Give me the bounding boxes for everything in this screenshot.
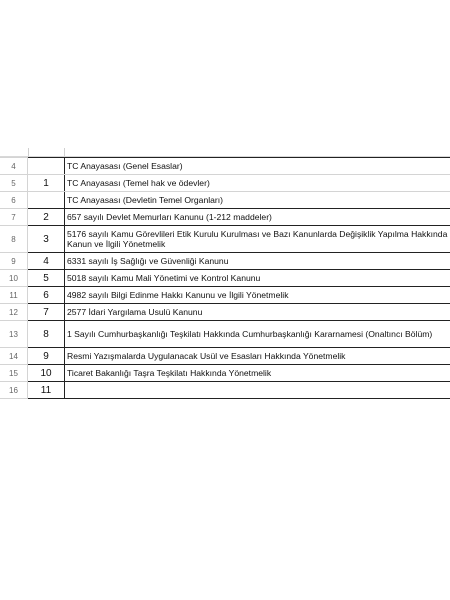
item-number-cell[interactable]: 10 (28, 365, 65, 382)
topic-cell[interactable]: Ticaret Bakanlığı Taşra Teşkilatı Hakkında Yönetmelik (65, 365, 450, 382)
row-header[interactable]: 16 (0, 382, 28, 399)
topic-cell[interactable]: TC Anayasası (Devletin Temel Organları) (65, 192, 450, 209)
item-number-cell[interactable] (28, 192, 65, 209)
item-number-cell[interactable]: 8 (28, 321, 65, 348)
row-header[interactable]: 7 (0, 209, 28, 226)
topic-cell[interactable]: 657 sayılı Devlet Memurları Kanunu (1-212 maddeler) (65, 209, 450, 226)
row-header[interactable]: 13 (0, 321, 28, 348)
item-number-cell[interactable]: 11 (28, 382, 65, 399)
table-row (0, 321, 450, 348)
row-header[interactable]: 10 (0, 270, 28, 287)
table-row (0, 270, 450, 287)
topic-cell[interactable] (65, 382, 450, 399)
table-row (0, 226, 450, 253)
row-header[interactable]: 14 (0, 348, 28, 365)
row-header[interactable]: 9 (0, 253, 28, 270)
row-header[interactable]: 5 (0, 175, 28, 192)
row-header[interactable]: 11 (0, 287, 28, 304)
item-number-cell[interactable]: 5 (28, 270, 65, 287)
item-number-cell[interactable]: 4 (28, 253, 65, 270)
item-number-cell[interactable]: 7 (28, 304, 65, 321)
table-row (0, 175, 450, 192)
topic-cell[interactable]: 4982 sayılı Bilgi Edinme Hakkı Kanunu ve İlgili Yönetmelik (65, 287, 450, 304)
topic-cell[interactable]: 5018 sayılı Kamu Mali Yönetimi ve Kontrol Kanunu (65, 270, 450, 287)
topic-cell[interactable]: 6331 sayılı İş Sağlığı ve Güvenliği Kanunu (65, 253, 450, 270)
topic-cell[interactable]: TC Anayasası (Genel Esaslar) (65, 158, 450, 175)
item-number-cell[interactable]: 3 (28, 226, 65, 253)
column-header-strip (0, 148, 450, 157)
row-header[interactable]: 6 (0, 192, 28, 209)
item-number-cell[interactable] (28, 158, 65, 175)
table-row (0, 158, 450, 175)
table-row (0, 253, 450, 270)
topic-cell[interactable]: 2577 İdari Yargılama Usulü Kanunu (65, 304, 450, 321)
topic-cell[interactable]: TC Anayasası (Temel hak ve ödevler) (65, 175, 450, 192)
table-row (0, 304, 450, 321)
select-all-corner[interactable] (0, 148, 29, 156)
row-header[interactable]: 4 (0, 158, 28, 175)
topic-cell[interactable]: Resmi Yazışmalarda Uygulanacak Usül ve Esasları Hakkında Yönetmelik (65, 348, 450, 365)
table-row (0, 287, 450, 304)
table-row (0, 348, 450, 365)
spreadsheet-grid (0, 157, 450, 399)
row-header[interactable]: 15 (0, 365, 28, 382)
row-header[interactable]: 12 (0, 304, 28, 321)
item-number-cell[interactable]: 1 (28, 175, 65, 192)
item-number-cell[interactable]: 2 (28, 209, 65, 226)
topic-cell[interactable]: 5176 sayılı Kamu Görevlileri Etik Kurulu Kurulması ve Bazı Kanunlarda Değişiklik Yapılma Hakkında Kanun ve İlgili Yönetmelik (65, 226, 450, 253)
table-row (0, 209, 450, 226)
table-row (0, 192, 450, 209)
table-row (0, 382, 450, 399)
topic-cell[interactable]: 1 Sayılı Cumhurbaşkanlığı Teşkilatı Hakkında Cumhurbaşkanlığı Kararnamesi (Onaltıncı Bölüm) (65, 321, 450, 348)
item-number-cell[interactable]: 9 (28, 348, 65, 365)
column-a-header[interactable] (28, 148, 65, 156)
table-row (0, 365, 450, 382)
row-header[interactable]: 8 (0, 226, 28, 253)
item-number-cell[interactable]: 6 (28, 287, 65, 304)
